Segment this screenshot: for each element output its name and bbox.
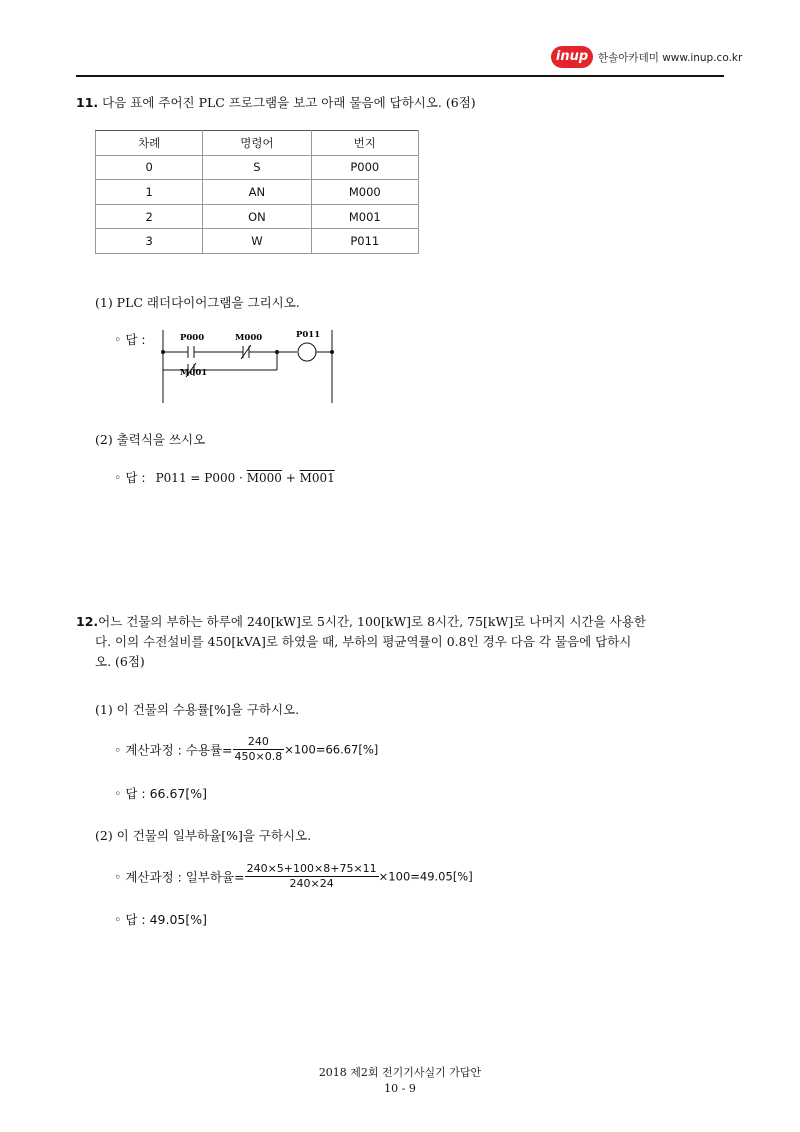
table-cell: ON — [203, 204, 311, 229]
table-header-cell: 명령어 — [203, 131, 311, 156]
table-row — [96, 180, 419, 205]
q12-sub1-calc — [114, 735, 378, 764]
question-12-line2: 다. 이의 수전설비를 450[kVA]로 하였을 때, 부하의 평균역률이 0.8인 경우 다음 각 물음에 답하시 — [95, 634, 632, 649]
question-12-number: 12. — [76, 614, 99, 629]
output-expression-lhs: P011 = P000 · — [155, 471, 247, 485]
fraction-numerator: 240×5+100×8+75×11 — [246, 862, 377, 875]
q12-sub2-calc-label: ◦ 계산과정 : 일부하율= — [114, 869, 245, 885]
table-row — [96, 155, 419, 180]
question-12-line1: 어느 건물의 부하는 하루에 240[kW]로 5시간, 100[kW]로 8시간, 75[kW]로 나머지 시간을 사용한 — [98, 614, 646, 629]
q11-sub2-answer — [114, 468, 335, 486]
q12-sub2-calc-rest: ×100=49.05[%] — [378, 869, 473, 884]
label-m001: M001 — [180, 368, 208, 378]
q11-sub1-answer-label: ◦ 답 : — [114, 332, 146, 347]
label-p011: P011 — [296, 330, 321, 340]
footer-page-number: 10 - 9 — [384, 1082, 416, 1095]
label-m000: M000 — [235, 333, 263, 343]
question-12 — [76, 612, 726, 672]
q12-sub2-fraction — [245, 862, 379, 891]
table-cell: P011 — [311, 229, 418, 254]
table-header-row — [96, 131, 419, 156]
q11-sub2: (2) 출력식을 쓰시오 — [95, 432, 206, 447]
q12-sub2: (2) 이 건물의 일부하율[%]을 구하시오. — [95, 828, 312, 843]
junction-dot — [330, 350, 334, 354]
output-expression-m000-bar: M000 — [246, 471, 282, 485]
table-row — [96, 229, 419, 254]
q12-sub1: (1) 이 건물의 수용률[%]을 구하시오. — [95, 702, 300, 717]
fraction-denominator: 450×0.8 — [234, 750, 283, 763]
table-cell: P000 — [311, 155, 418, 180]
q12-sub1-answer: ◦ 답 : 66.67[%] — [114, 786, 207, 801]
q12-sub1-fraction — [233, 735, 285, 764]
fraction-numerator: 240 — [233, 735, 285, 750]
output-expression-plus: + — [281, 471, 300, 485]
header-rule — [76, 75, 724, 77]
table-cell: W — [203, 229, 311, 254]
label-p000: P000 — [180, 333, 205, 343]
plc-program-table — [95, 130, 419, 254]
q12-sub1-calc-rest: ×100=66.67[%] — [284, 742, 379, 757]
coil-p011 — [298, 343, 316, 361]
table-cell: 1 — [96, 180, 203, 205]
q12-sub1-calc-label: ◦ 계산과정 : 수용률= — [114, 742, 233, 758]
table-cell: S — [203, 155, 311, 180]
table-cell: M001 — [311, 204, 418, 229]
table-cell: 0 — [96, 155, 203, 180]
inup-logo: inup — [551, 46, 593, 68]
table-cell: M000 — [311, 180, 418, 205]
table-cell: 2 — [96, 204, 203, 229]
output-expression-m001-bar: M001 — [299, 471, 335, 485]
junction-dot — [275, 350, 279, 354]
table-cell: 3 — [96, 229, 203, 254]
footer-title: 2018 제2회 전기기사실기 가답안 — [318, 1066, 482, 1079]
junction-dot — [161, 350, 165, 354]
question-11 — [76, 93, 476, 113]
ladder-diagram — [155, 325, 340, 405]
question-11-text: 다음 표에 주어진 PLC 프로그램을 보고 아래 물음에 답하시오. (6점) — [102, 95, 476, 110]
q11-sub1: (1) PLC 래더다이어그램을 그리시오. — [95, 295, 300, 310]
table-cell: AN — [203, 180, 311, 205]
table-header-cell: 차례 — [96, 131, 203, 156]
question-12-line3: 오. (6점) — [95, 654, 145, 669]
q11-sub2-answer-label: ◦ 답 : — [114, 470, 146, 485]
fraction-denominator: 240×24 — [289, 877, 334, 890]
q12-sub2-calc — [114, 862, 473, 891]
header-brand: 한솔아카데미 www.inup.co.kr — [598, 52, 743, 64]
question-11-number: 11. — [76, 95, 99, 110]
q12-sub2-answer: ◦ 답 : 49.05[%] — [114, 912, 207, 927]
table-header-cell: 번지 — [311, 131, 418, 156]
table-row — [96, 204, 419, 229]
